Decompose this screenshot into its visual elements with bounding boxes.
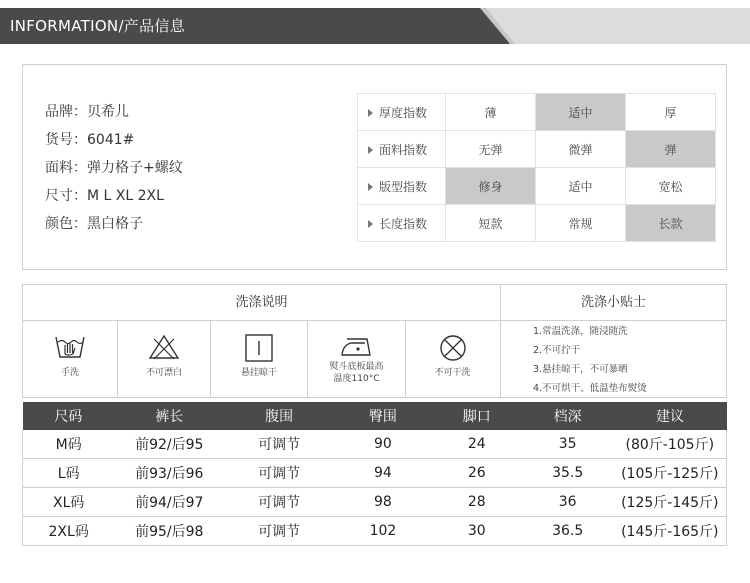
table-cell: 98	[334, 488, 432, 517]
table-row	[23, 517, 727, 546]
info-fabric: 面料：弹力格子+螺纹	[45, 160, 183, 176]
wash-item-iron	[308, 321, 406, 397]
product-info-panel	[22, 64, 727, 270]
info-item-number: 货号：6041#	[45, 132, 135, 148]
table-cell: 可调节	[224, 430, 334, 459]
table-row	[23, 430, 727, 459]
table-cell: 102	[334, 517, 432, 546]
size-table	[22, 402, 727, 546]
table-cell: 可调节	[224, 488, 334, 517]
info-sizes: 尺寸：M L XL 2XL	[45, 188, 164, 204]
column-header: 尺码	[23, 402, 115, 430]
hand-wash-icon	[54, 333, 86, 361]
index-row-thickness	[358, 94, 716, 131]
column-header: 脚口	[432, 402, 522, 430]
table-cell: 30	[432, 517, 522, 546]
no-dry-clean-icon	[437, 333, 469, 363]
wash-caption: 熨斗底板最高 温度110°C	[329, 362, 384, 384]
table-row	[23, 488, 727, 517]
table-cell: 90	[334, 430, 432, 459]
table-cell: 可调节	[224, 459, 334, 488]
index-label: 面料指数	[358, 131, 446, 168]
triangle-bullet-icon	[368, 220, 373, 228]
index-label: 厚度指数	[358, 94, 446, 131]
wash-tip: 4.不可烘干、低温垫布熨烫	[533, 383, 647, 394]
table-cell: 前95/后98	[114, 517, 224, 546]
index-table	[357, 93, 716, 242]
table-cell: 35	[522, 430, 614, 459]
product-info-list	[45, 98, 183, 238]
hang-dry-icon	[243, 333, 275, 363]
triangle-bullet-icon	[368, 183, 373, 191]
wash-caption: 不可漂白	[145, 368, 182, 378]
index-option: 微弹	[536, 131, 626, 168]
index-row-fabric	[358, 131, 716, 168]
no-bleach-icon	[148, 333, 180, 361]
table-cell: M码	[23, 430, 115, 459]
wash-caption: 手洗	[60, 368, 79, 378]
table-cell: 可调节	[224, 517, 334, 546]
table-row	[23, 459, 727, 488]
index-option: 无弹	[446, 131, 536, 168]
table-cell: 94	[334, 459, 432, 488]
info-color: 颜色：黑白格子	[45, 216, 143, 232]
triangle-bullet-icon	[368, 109, 373, 117]
table-cell: 28	[432, 488, 522, 517]
index-option: 常规	[536, 205, 626, 242]
index-option: 适中	[536, 94, 626, 131]
table-cell: 前94/后97	[114, 488, 224, 517]
wash-instructions-title: 洗涤说明	[23, 285, 501, 321]
table-cell: (125斤-145斤)	[614, 488, 727, 517]
wash-tip: 2.不可拧干	[533, 345, 581, 356]
wash-caption: 不可干洗	[434, 368, 471, 378]
index-option: 厚	[626, 94, 716, 131]
wash-item-no-dry-clean	[406, 321, 499, 397]
table-cell: 36.5	[522, 517, 614, 546]
table-cell: 26	[432, 459, 522, 488]
table-cell: (145斤-165斤)	[614, 517, 727, 546]
column-header: 档深	[522, 402, 614, 430]
index-label: 版型指数	[358, 168, 446, 205]
size-table-header	[23, 402, 727, 430]
section-header	[0, 8, 750, 44]
table-cell: (105斤-125斤)	[614, 459, 727, 488]
wash-item-hang-dry	[211, 321, 308, 397]
table-cell: 24	[432, 430, 522, 459]
column-header: 腹围	[224, 402, 334, 430]
column-header: 裤长	[114, 402, 224, 430]
wash-item-no-bleach	[118, 321, 211, 397]
column-header: 建议	[614, 402, 727, 430]
index-option: 修身	[446, 168, 536, 205]
table-cell: XL码	[23, 488, 115, 517]
index-row-length	[358, 205, 716, 242]
index-option: 长款	[626, 205, 716, 242]
table-cell: 36	[522, 488, 614, 517]
table-cell: 前93/后96	[114, 459, 224, 488]
index-row-fit	[358, 168, 716, 205]
triangle-bullet-icon	[368, 146, 373, 154]
page-title: INFORMATION/产品信息	[10, 17, 186, 35]
wash-tips-title: 洗涤小贴士	[501, 285, 726, 321]
index-option: 薄	[446, 94, 536, 131]
table-cell: 前92/后95	[114, 430, 224, 459]
wash-item-hand-wash	[23, 321, 118, 397]
table-cell: L码	[23, 459, 115, 488]
table-cell: 2XL码	[23, 517, 115, 546]
iron-icon	[339, 333, 375, 359]
wash-icons-row	[23, 321, 501, 397]
wash-tips-list	[533, 322, 647, 398]
index-option: 适中	[536, 168, 626, 205]
wash-panel	[22, 284, 727, 398]
index-option: 短款	[446, 205, 536, 242]
wash-caption: 悬挂晾干	[240, 368, 277, 378]
index-option: 弹	[626, 131, 716, 168]
table-cell: (80斤-105斤)	[614, 430, 727, 459]
wash-tip: 3.悬挂晾干，不可暴晒	[533, 364, 628, 375]
table-cell: 35.5	[522, 459, 614, 488]
index-label: 长度指数	[358, 205, 446, 242]
index-option: 宽松	[626, 168, 716, 205]
column-header: 臀围	[334, 402, 432, 430]
info-brand: 品牌：贝希儿	[45, 104, 129, 120]
wash-tip: 1.常温洗涤，随浸随洗	[533, 326, 628, 337]
